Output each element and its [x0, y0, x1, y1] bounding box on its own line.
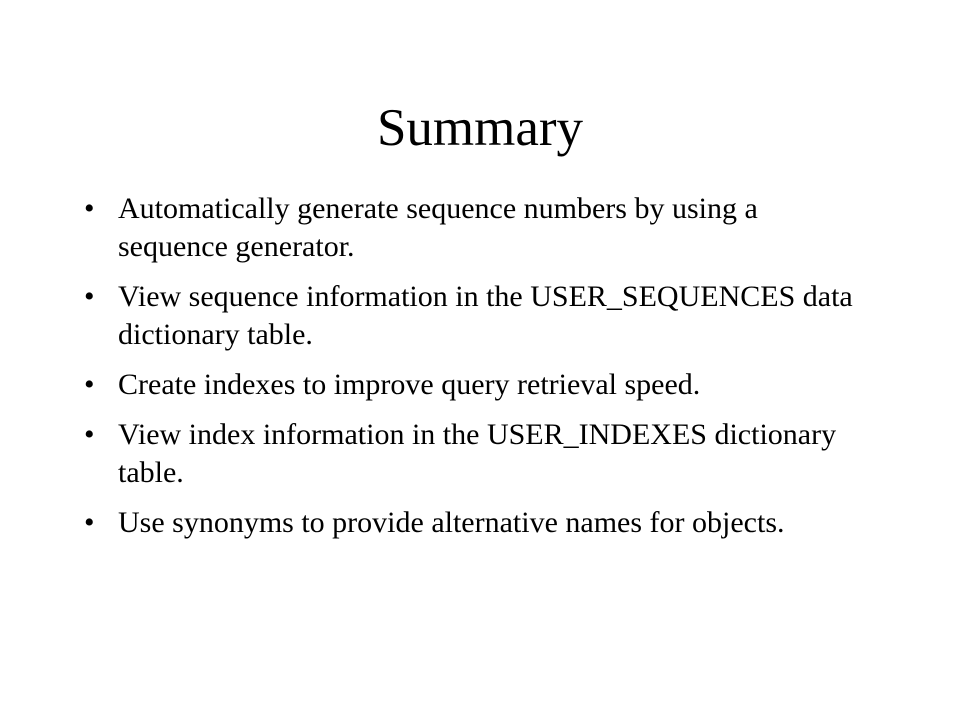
bullet-marker: •: [84, 368, 95, 401]
slide-title: Summary: [376, 99, 584, 157]
bullet-item: [84, 416, 874, 492]
bullet-text: View index information in the USER_INDEXES dictionary table.: [118, 418, 837, 489]
bullet-item: [84, 278, 874, 354]
bullet-item: [84, 190, 874, 266]
bullet-marker: •: [84, 192, 95, 225]
bullet-marker: •: [84, 506, 95, 539]
bullet-item: [84, 504, 874, 542]
bullet-text: Automatically generate sequence numbers by using a sequence generator.: [118, 192, 758, 263]
bullet-list: [84, 190, 874, 554]
bullet-text: View sequence information in the USER_SEQUENCES data dictionary table.: [118, 280, 853, 351]
bullet-marker: •: [84, 418, 95, 451]
bullet-text: Create indexes to improve query retrieval speed.: [118, 368, 701, 401]
bullet-item: [84, 366, 874, 404]
bullet-marker: •: [84, 280, 95, 313]
bullet-text: Use synonyms to provide alternative names for objects.: [118, 506, 785, 539]
